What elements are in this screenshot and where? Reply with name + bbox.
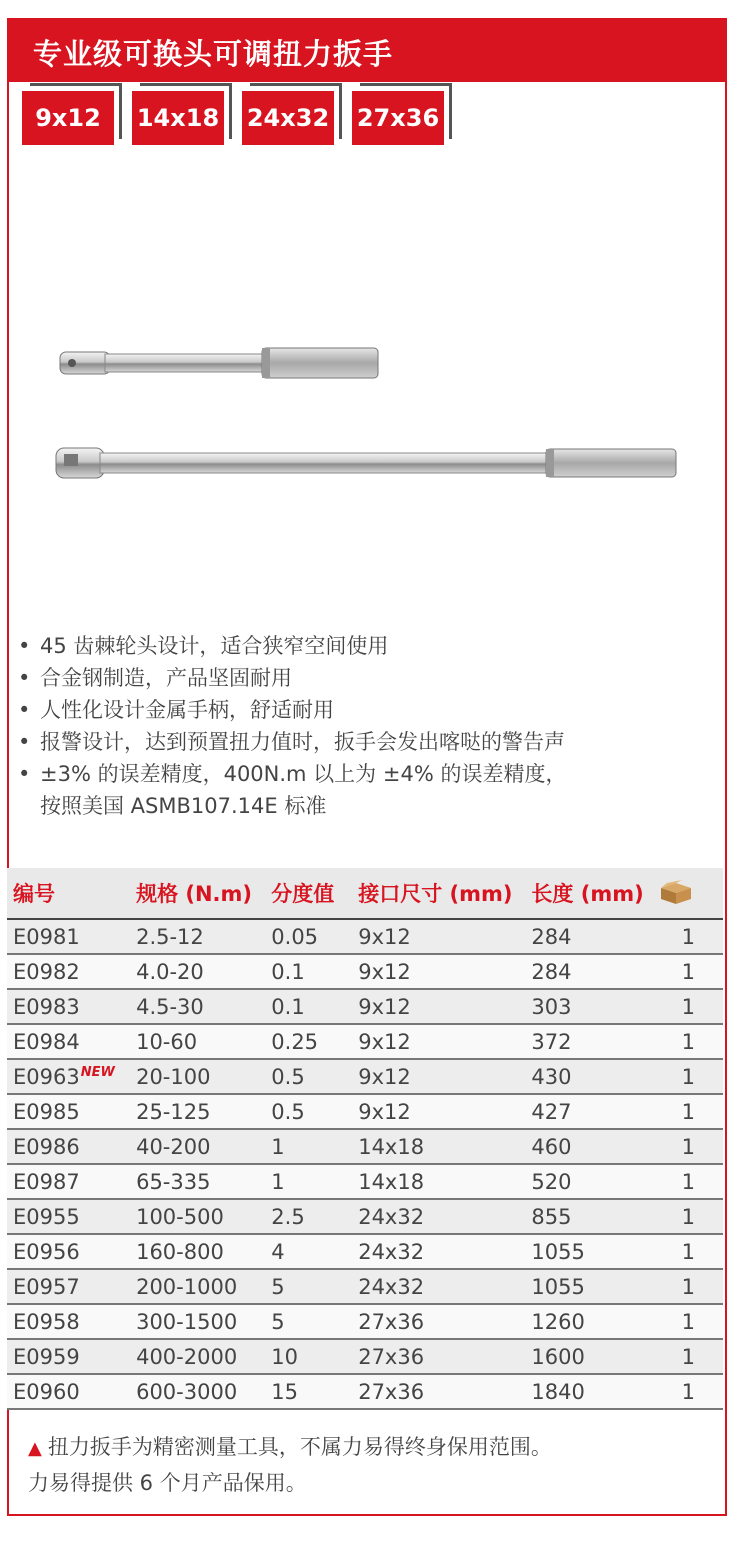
- cell-size: 9x12: [352, 919, 525, 954]
- size-tab-label: 24x32: [242, 91, 334, 145]
- cell-size: 24x32: [352, 1234, 525, 1269]
- warning-triangle-icon: ▲: [28, 1438, 42, 1459]
- table-row: [7, 1234, 723, 1269]
- cell-spec: 160-800: [130, 1234, 265, 1269]
- cell-length: 1260: [525, 1304, 651, 1339]
- note-line-2: 力易得提供 6 个月产品保用。: [28, 1471, 307, 1495]
- cell-qty: 1: [651, 1199, 723, 1234]
- cell-length: 520: [525, 1164, 651, 1199]
- cell-code: E0959: [7, 1339, 130, 1374]
- cell-size: 9x12: [352, 989, 525, 1024]
- size-tab-label: 9x12: [22, 91, 114, 145]
- feature-item: • 合金钢制造，产品坚固耐用: [18, 666, 292, 690]
- cell-qty: 1: [651, 1374, 723, 1409]
- feature-item-continued: 按照美国 ASMB107.14E 标准: [40, 794, 327, 818]
- cell-qty: 1: [651, 1129, 723, 1164]
- large-wrench: [56, 448, 676, 478]
- col-header-division: 分度值: [265, 868, 352, 919]
- cell-size: 24x32: [352, 1269, 525, 1304]
- table-row: [7, 1129, 723, 1164]
- size-tab-14x18[interactable]: [132, 91, 224, 147]
- cell-spec: 10-60: [130, 1024, 265, 1059]
- cell-code: $E0963^{NEW}$: [7, 1059, 130, 1094]
- cell-size: 27x36: [352, 1374, 525, 1409]
- cell-spec: 20-100: [130, 1059, 265, 1094]
- note-line-1: 扭力扳手为精密测量工具，不属力易得终身保用范围。: [47, 1435, 552, 1459]
- cell-length: 855: [525, 1199, 651, 1234]
- cell-spec: 65-335: [130, 1164, 265, 1199]
- cell-length: 303: [525, 989, 651, 1024]
- cell-division: 0.5: [265, 1059, 352, 1094]
- cell-length: 430: [525, 1059, 651, 1094]
- cell-length: 1055: [525, 1234, 651, 1269]
- table-row: [7, 1199, 723, 1234]
- cell-size: 24x32: [352, 1199, 525, 1234]
- cell-size: 9x12: [352, 1059, 525, 1094]
- table-body: [7, 919, 723, 1409]
- cell-qty: 1: [651, 989, 723, 1024]
- cell-code: E0981: [7, 919, 130, 954]
- col-header-size: 接口尺寸 (mm): [352, 868, 525, 919]
- table-row: [7, 1374, 723, 1409]
- cell-length: 1055: [525, 1269, 651, 1304]
- cell-qty: 1: [651, 1164, 723, 1199]
- cell-qty: 1: [651, 1059, 723, 1094]
- cell-spec: 200-1000: [130, 1269, 265, 1304]
- size-tab-27x36[interactable]: [352, 91, 444, 147]
- cell-length: 284: [525, 954, 651, 989]
- cell-division: 0.25: [265, 1024, 352, 1059]
- table-row: [7, 954, 723, 989]
- small-wrench: [60, 348, 378, 378]
- cell-division: 0.5: [265, 1094, 352, 1129]
- cell-code: E0956: [7, 1234, 130, 1269]
- cell-division: 0.1: [265, 989, 352, 1024]
- cell-spec: 300-1500: [130, 1304, 265, 1339]
- cell-division: 0.05: [265, 919, 352, 954]
- cell-code: E0982: [7, 954, 130, 989]
- cell-length: 284: [525, 919, 651, 954]
- cell-division: 0.1: [265, 954, 352, 989]
- table-row: [7, 989, 723, 1024]
- cell-qty: 1: [651, 1094, 723, 1129]
- cell-division: 2.5: [265, 1199, 352, 1234]
- cell-spec: 400-2000: [130, 1339, 265, 1374]
- cell-code: E0985: [7, 1094, 130, 1129]
- cell-code: E0983: [7, 989, 130, 1024]
- size-tab-label: 27x36: [352, 91, 444, 145]
- cell-size: 14x18: [352, 1129, 525, 1164]
- header-bar: [9, 20, 725, 82]
- cell-qty: 1: [651, 1234, 723, 1269]
- cell-qty: 1: [651, 1269, 723, 1304]
- cell-spec: 100-500: [130, 1199, 265, 1234]
- cell-division: 5: [265, 1269, 352, 1304]
- cell-qty: 1: [651, 1304, 723, 1339]
- cell-division: 1: [265, 1164, 352, 1199]
- cell-size: 27x36: [352, 1339, 525, 1374]
- feature-item: • 45 齿棘轮头设计，适合狭窄空间使用: [18, 634, 389, 658]
- cell-code: E0984: [7, 1024, 130, 1059]
- cell-qty: 1: [651, 954, 723, 989]
- table-row: [7, 1304, 723, 1339]
- feature-list: [10, 630, 720, 822]
- cell-spec: 4.0-20: [130, 954, 265, 989]
- feature-item: • 报警设计，达到预置扭力值时，扳手会发出喀哒的警告声: [18, 730, 565, 754]
- size-tab-label: 14x18: [132, 91, 224, 145]
- col-header-spec: 规格 (N.m): [130, 868, 265, 919]
- page-title: 专业级可换头可调扭力扳手: [33, 37, 394, 71]
- cell-length: 1600: [525, 1339, 651, 1374]
- col-header-code: 编号: [7, 868, 130, 919]
- spec-table-wrapper: [7, 868, 723, 1410]
- table-header-row: [7, 868, 723, 919]
- cell-division: 4: [265, 1234, 352, 1269]
- cell-division: 1: [265, 1129, 352, 1164]
- cell-length: 372: [525, 1024, 651, 1059]
- feature-item: • ±3% 的误差精度，400N.m 以上为 ±4% 的误差精度，: [18, 762, 567, 786]
- table-row: [7, 1059, 723, 1094]
- cell-size: 9x12: [352, 1024, 525, 1059]
- feature-item: • 人性化设计金属手柄，舒适耐用: [18, 698, 334, 722]
- new-badge: NEW: [80, 1064, 115, 1080]
- cell-qty: 1: [651, 919, 723, 954]
- cell-spec: 600-3000: [130, 1374, 265, 1409]
- spec-table: [7, 868, 723, 1410]
- warranty-note: [28, 1430, 718, 1500]
- cell-spec: 2.5-12: [130, 919, 265, 954]
- cell-length: 1840: [525, 1374, 651, 1409]
- cell-length: 427: [525, 1094, 651, 1129]
- cell-spec: 40-200: [130, 1129, 265, 1164]
- cell-code: E0987: [7, 1164, 130, 1199]
- col-header-qty: [651, 868, 723, 919]
- col-header-length: 长度 (mm): [525, 868, 651, 919]
- cell-code: E0986: [7, 1129, 130, 1164]
- cell-qty: 1: [651, 1024, 723, 1059]
- cell-division: 10: [265, 1339, 352, 1374]
- cell-size: 27x36: [352, 1304, 525, 1339]
- cell-length: 460: [525, 1129, 651, 1164]
- size-tabs: [22, 83, 502, 149]
- size-tab-24x32[interactable]: [242, 91, 334, 147]
- table-row: [7, 1094, 723, 1129]
- cell-qty: 1: [651, 1339, 723, 1374]
- table-row: [7, 1339, 723, 1374]
- cell-code: E0955: [7, 1199, 130, 1234]
- cell-division: 5: [265, 1304, 352, 1339]
- cell-division: 15: [265, 1374, 352, 1409]
- torque-wrench-image: [30, 300, 710, 530]
- cell-size: 9x12: [352, 1094, 525, 1129]
- table-row: [7, 1024, 723, 1059]
- table-row: [7, 919, 723, 954]
- cell-spec: 25-125: [130, 1094, 265, 1129]
- cell-size: 9x12: [352, 954, 525, 989]
- cell-code: E0957: [7, 1269, 130, 1304]
- cell-code: E0960: [7, 1374, 130, 1409]
- table-row: [7, 1269, 723, 1304]
- table-row: [7, 1164, 723, 1199]
- cell-code: E0958: [7, 1304, 130, 1339]
- size-tab-9x12[interactable]: [22, 91, 114, 147]
- cell-size: 14x18: [352, 1164, 525, 1199]
- cell-spec: 4.5-30: [130, 989, 265, 1024]
- box-icon: [657, 880, 695, 906]
